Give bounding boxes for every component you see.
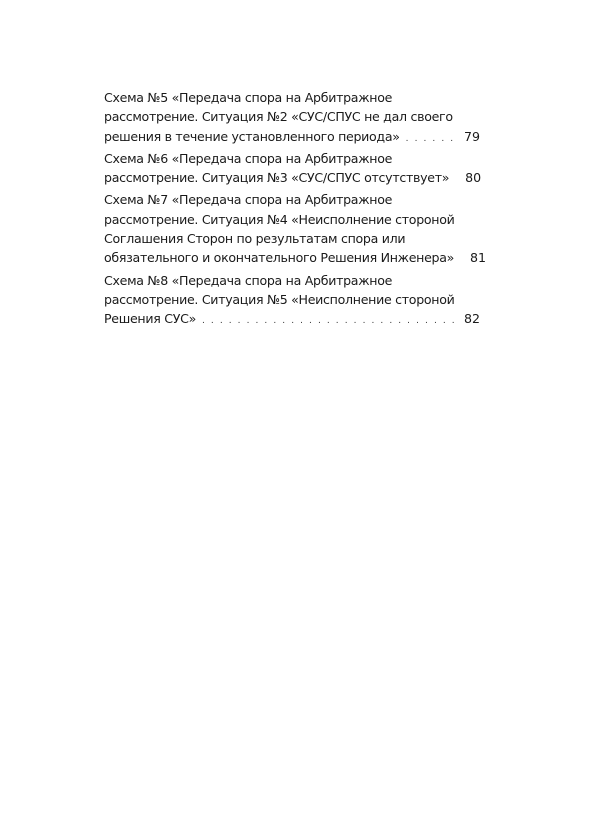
toc-entry-scheme-8[interactable]	[104, 271, 480, 332]
page-number: 82	[463, 311, 480, 327]
toc-entry-line: Схема №8 «Передача спора на Арбитражное	[104, 272, 393, 288]
table-of-contents	[104, 88, 487, 332]
toc-entry-line: Схема №6 «Передача спора на Арбитражное	[104, 150, 393, 166]
toc-entry-scheme-6[interactable]	[104, 149, 480, 191]
toc-entry-line: рассмотрение. Ситуация №5 «Неисполнение стороной	[104, 291, 455, 307]
dot-leader	[406, 130, 454, 149]
toc-entry-scheme-7[interactable]	[104, 190, 487, 270]
toc-entry-last-line	[104, 168, 480, 190]
toc-entry-line: Соглашения Сторон по результатам спора или	[104, 231, 406, 247]
toc-entry-last-line	[104, 248, 487, 270]
toc-entry-line: Решения СУС»	[104, 311, 196, 327]
toc-entry-line: обязательного и окончательного Решения Инженера»	[104, 250, 455, 266]
toc-entry-last-line	[104, 127, 480, 149]
toc-entry-line: рассмотрение. Ситуация №4 «Неисполнение стороной	[104, 211, 455, 227]
toc-entry-line: рассмотрение. Ситуация №2 «СУС/СПУС не дал своего	[104, 109, 453, 125]
page-number: 80	[465, 170, 482, 186]
toc-entry-scheme-5[interactable]	[104, 88, 480, 149]
toc-entry-last-line	[104, 309, 480, 331]
dot-leader	[202, 312, 454, 331]
toc-entry-line: решения в течение установленного периода»	[104, 128, 400, 144]
toc-entry-line: Схема №5 «Передача спора на Арбитражное	[104, 90, 393, 105]
toc-entry-line: рассмотрение. Ситуация №3 «СУС/СПУС отсутствует»	[104, 170, 450, 186]
toc-entry-line: Схема №7 «Передача спора на Арбитражное	[104, 192, 393, 208]
page-number: 79	[463, 128, 480, 144]
page-number: 81	[470, 250, 487, 266]
